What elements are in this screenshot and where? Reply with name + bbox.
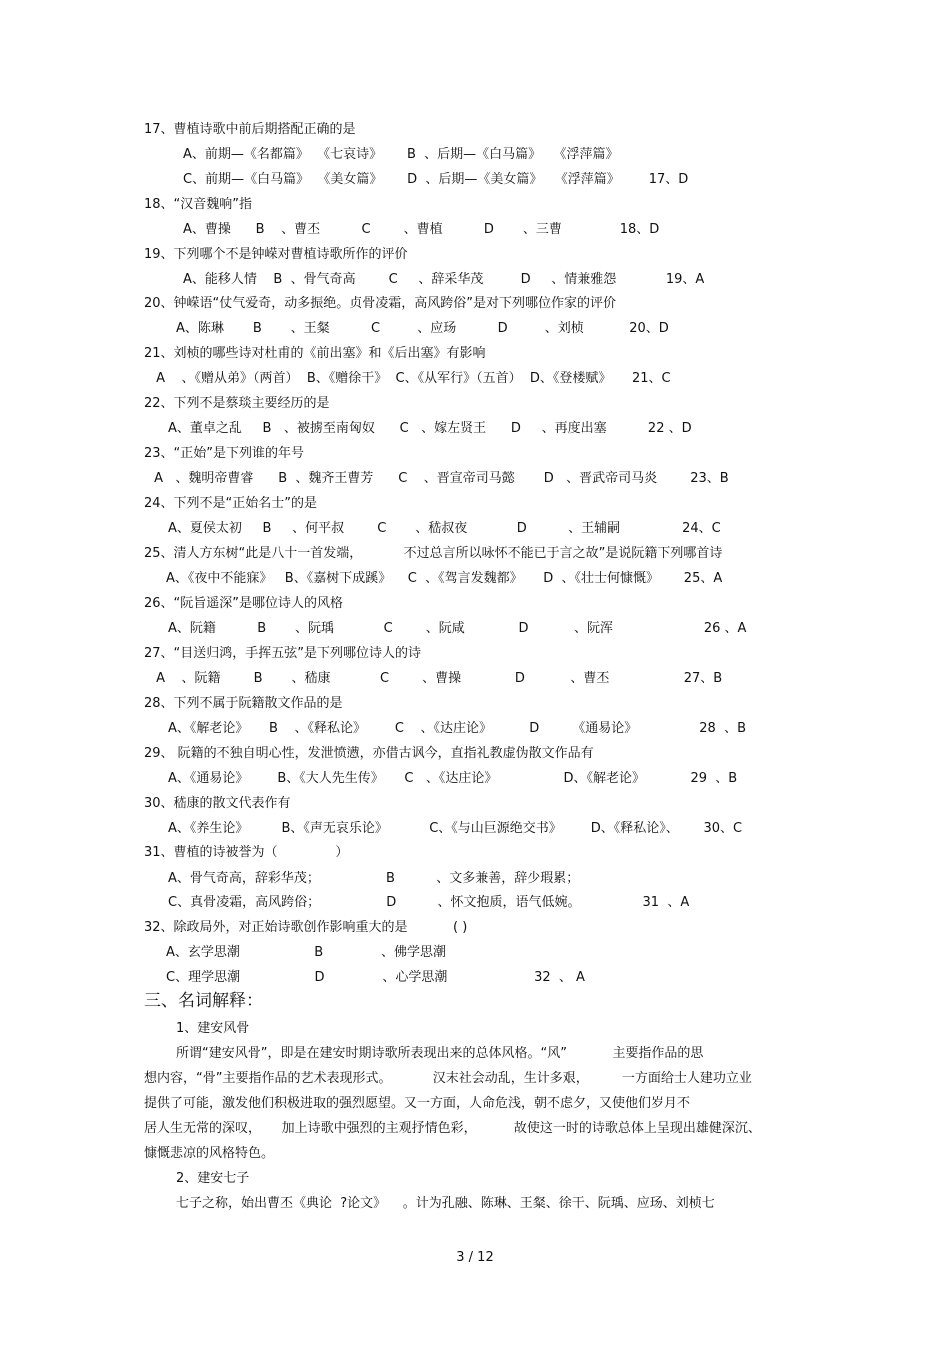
term-1-line-4: 居人生无常的深叹， 加上诗歌中强烈的主观抒情色彩， 故使这一时的诗歌总体上呈现出雄健深沉、 [144, 1121, 761, 1136]
question-21-options: A 、《赠从弟》（两首） B、《赠徐干》 C、《从军行》（五首） D、《登楼赋》 21、C [152, 371, 671, 386]
term-2-line-1: 七子之称，始出曹丕《典论 ?论文》 。计为孔融、陈琳、王粲、徐干、阮瑀、应玚、刘桢七 [176, 1196, 715, 1211]
section-heading: 三、名词解释： [144, 991, 263, 1011]
question-25-options: A、《夜中不能寐》 B、《嘉树下成蹊》 C 、《驾言发魏都》 D 、《壮士何慷慨》 25、A [166, 571, 723, 586]
term-1-line-3: 提供了可能，激发他们积极进取的强烈愿望。又一方面，人命危浅，朝不虑夕，又使他们岁月不 [144, 1096, 691, 1111]
question-17-options-1: A、前期—《名都篇》 《七哀诗》 B 、后期—《白马篇》 《浮萍篇》 [183, 147, 619, 162]
question-20: 20、钟嵘语“仗气爱奇，动多振绝。贞骨凌霜，高风跨俗”是对下列哪位作家的评价 [144, 296, 617, 311]
question-31-options-2: C、真骨凌霜，高风跨俗； D 、怀文抱质，语气低婉。 31 、A [168, 895, 690, 910]
term-2-name: 2、建安七子 [176, 1171, 250, 1186]
question-27-options: A 、阮籍 B 、嵇康 C 、曹操 D 、曹丕 27、B [152, 671, 723, 686]
term-1-line-5: 慷慨悲凉的风格特色。 [144, 1146, 275, 1161]
question-29-options: A、《通易论》 B、《大人先生传》 C 、《达庄论》 D、《解老论》 29 、B [168, 771, 738, 786]
question-32-options-1: A、玄学思潮 B 、佛学思潮 [166, 945, 447, 960]
question-26: 26、“阮旨遥深”是哪位诗人的风格 [144, 596, 344, 611]
question-29: 29、 阮籍的不独自明心性，发泄愤懑，亦借古讽今，直指礼教虚伪散文作品有 [144, 746, 594, 761]
question-25: 25、清人方东树“此是八十一首发端， 不过总言所以咏怀不能已于言之故”是说阮籍下列哪首诗 [144, 546, 723, 561]
question-31: 31、曹植的诗被誉为（ ） [144, 845, 349, 860]
term-1-line-2: 想内容，“骨”主要指作品的艺术表现形式。 汉末社会动乱，生计多艰， 一方面给士人建功立业 [144, 1071, 752, 1086]
question-20-options: A、陈琳 B 、王粲 C 、应玚 D 、刘桢 20、D [176, 321, 669, 336]
question-19-options: A、能移人情 B 、骨气奇高 C 、辞采华茂 D 、情兼雅怨 19、A [183, 272, 705, 287]
question-28-options: A、《解老论》 B 、《释私论》 C 、《达庄论》 D 《通易论》 28 、B [168, 721, 747, 736]
question-32-options-2: C、理学思潮 D 、心学思潮 32 、 A [166, 970, 585, 985]
question-22-options: A、董卓之乱 B 、被掳至南匈奴 C 、嫁左贤王 D 、再度出塞 22 、D [168, 421, 692, 436]
question-30: 30、嵇康的散文代表作有 [144, 796, 291, 811]
question-28: 28、下列不属于阮籍散文作品的是 [144, 696, 343, 711]
term-1-name: 1、建安风骨 [176, 1021, 250, 1036]
term-1-line-1: 所谓“建安风骨”，即是在建安时期诗歌所表现出来的总体风格。“风” 主要指作品的思 [176, 1046, 704, 1061]
question-17: 17、曹植诗歌中前后期搭配正确的是 [144, 122, 356, 137]
page-number: 3 / 12 [456, 1250, 494, 1265]
question-18: 18、“汉音魏响”指 [144, 197, 253, 212]
question-17-options-2: C、前期—《白马篇》 《美女篇》 D 、后期—《美女篇》 《浮萍篇》 17、D [183, 172, 689, 187]
question-30-options: A、《养生论》 B、《声无哀乐论》 C、《与山巨源绝交书》 D、《释私论》、 30、C [168, 821, 743, 836]
question-27: 27、“目送归鸿，手挥五弦”是下列哪位诗人的诗 [144, 646, 422, 661]
question-22: 22、下列不是蔡琰主要经历的是 [144, 396, 330, 411]
question-23-options: A 、魏明帝曹睿 B 、魏齐王曹芳 C 、晋宣帝司马懿 D 、晋武帝司马炎 23、B [150, 471, 729, 486]
question-23: 23、“正始”是下列谁的年号 [144, 446, 305, 461]
question-24: 24、下列不是“正始名士”的是 [144, 496, 318, 511]
question-24-options: A、夏侯太初 B 、何平叔 C 、嵇叔夜 D 、王辅嗣 24、C [168, 521, 721, 536]
question-26-options: A、阮籍 B 、阮瑀 C 、阮咸 D 、阮浑 26 、A [168, 621, 747, 636]
question-19: 19、下列哪个不是钟嵘对曹植诗歌所作的评价 [144, 247, 408, 262]
question-21: 21、刘桢的哪些诗对杜甫的《前出塞》和《后出塞》有影响 [144, 346, 486, 361]
question-18-options: A、曹操 B 、曹丕 C 、曹植 D 、三曹 18、D [183, 222, 660, 237]
question-31-options-1: A、骨气奇高，辞彩华茂； B 、文多兼善，辞少瑕累； [168, 871, 580, 886]
question-32: 32、除政局外，对正始诗歌创作影响重大的是 ( ) [144, 920, 468, 935]
